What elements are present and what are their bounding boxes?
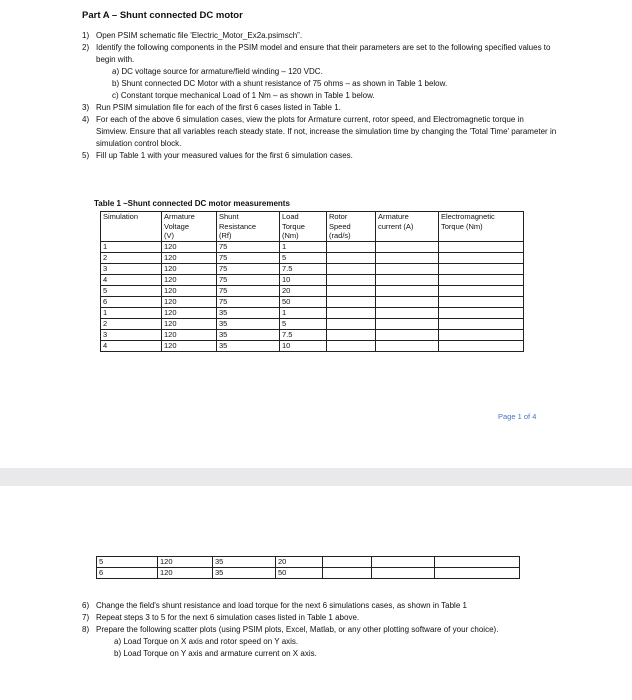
- simulation-cell: 6: [101, 296, 162, 307]
- armature-current-cell: [376, 252, 439, 263]
- substep-number: a): [112, 67, 120, 76]
- header-armature-current: [376, 212, 439, 242]
- document-page-2: [0, 486, 632, 700]
- em-torque-cell: [439, 329, 524, 340]
- header-line: Armature: [164, 212, 195, 221]
- header-line: Torque (Nm): [441, 221, 483, 231]
- load-torque-cell: 1: [280, 307, 327, 318]
- header-line: Load: [282, 212, 299, 221]
- em-torque-cell: [435, 568, 520, 579]
- em-torque-cell: [439, 307, 524, 318]
- header-simulation: [101, 212, 162, 242]
- instruction-step: [82, 612, 557, 624]
- voltage-cell: 120: [162, 307, 217, 318]
- load-torque-cell: 10: [280, 340, 327, 351]
- load-torque-cell: 20: [280, 285, 327, 296]
- substep-text: Load Torque on X axis and rotor speed on Y axis.: [123, 637, 299, 646]
- substep-number: b): [112, 79, 120, 88]
- step-number: 1): [82, 31, 90, 40]
- table-row: [101, 318, 524, 329]
- substep-text: Constant torque mechanical Load of 1 Nm – as shown in Table 1 below.: [120, 91, 375, 100]
- table-row: [101, 329, 524, 340]
- table-row: [101, 296, 524, 307]
- step-text: Repeat steps 3 to 5 for the next 6 simulation cases listed in Table 1 above.: [96, 613, 360, 622]
- step-number: 8): [82, 625, 90, 634]
- rotor-speed-cell: [327, 285, 376, 296]
- instruction-step: [82, 30, 557, 42]
- em-torque-cell: [439, 241, 524, 252]
- load-torque-cell: 10: [280, 274, 327, 285]
- simulation-cell: 5: [101, 285, 162, 296]
- rotor-speed-cell: [327, 318, 376, 329]
- step-number: 5): [82, 151, 90, 160]
- voltage-cell: 120: [158, 568, 213, 579]
- header-line: Resistance: [219, 221, 257, 231]
- header-line: (Rf): [219, 231, 232, 240]
- resistance-cell: 75: [217, 285, 280, 296]
- simulation-cell: 4: [101, 340, 162, 351]
- header-line: (rad/s): [329, 231, 351, 240]
- armature-current-cell: [376, 285, 439, 296]
- table-row: [101, 285, 524, 296]
- instruction-step: [82, 42, 557, 102]
- em-torque-cell: [439, 252, 524, 263]
- substep-number: a): [114, 637, 122, 646]
- resistance-cell: 35: [217, 340, 280, 351]
- instruction-step: [82, 102, 557, 114]
- armature-current-cell: [376, 307, 439, 318]
- resistance-cell: 75: [217, 241, 280, 252]
- voltage-cell: 120: [162, 340, 217, 351]
- rotor-speed-cell: [323, 568, 372, 579]
- simulation-cell: 3: [101, 329, 162, 340]
- measurements-table-continued: [96, 556, 520, 579]
- substep-text: DC voltage source for armature/field winding – 120 VDC.: [121, 67, 323, 76]
- substep-number: c): [112, 91, 119, 100]
- load-torque-cell: 7.5: [280, 329, 327, 340]
- resistance-cell: 75: [217, 252, 280, 263]
- armature-current-cell: [376, 318, 439, 329]
- header-armature-voltage: [162, 212, 217, 242]
- substep: [100, 636, 557, 648]
- step-number: 6): [82, 601, 90, 610]
- table-row: [97, 568, 520, 579]
- em-torque-cell: [439, 285, 524, 296]
- simulation-cell: 3: [101, 263, 162, 274]
- step-text: For each of the above 6 simulation cases, view the plots for Armature current, rotor speed, and Electromagnetic torque in Simview. Ensure that all variables reach steady state. If not, increase the simulation time by changing the 'Total Time' parameter in simulation control block.: [96, 115, 557, 148]
- substep-number: b): [114, 649, 122, 658]
- load-torque-cell: 5: [280, 252, 327, 263]
- voltage-cell: 120: [162, 263, 217, 274]
- armature-current-cell: [376, 296, 439, 307]
- table-body: [101, 241, 524, 351]
- armature-current-cell: [376, 274, 439, 285]
- em-torque-cell: [439, 340, 524, 351]
- resistance-cell: 75: [217, 263, 280, 274]
- header-line: Torque: [282, 221, 305, 231]
- armature-current-cell: [376, 241, 439, 252]
- instruction-list-page-2: [82, 600, 557, 660]
- rotor-speed-cell: [327, 296, 376, 307]
- substep-text: Shunt connected DC Motor with a shunt resistance of 75 ohms – as shown in Table 1 below.: [121, 79, 448, 88]
- header-line: Armature: [378, 212, 409, 221]
- simulation-cell: 4: [101, 274, 162, 285]
- substep: [100, 648, 557, 660]
- em-torque-cell: [439, 296, 524, 307]
- voltage-cell: 120: [162, 296, 217, 307]
- voltage-cell: 120: [162, 329, 217, 340]
- voltage-cell: 120: [162, 241, 217, 252]
- rotor-speed-cell: [323, 557, 372, 568]
- header-line: Speed: [329, 221, 351, 231]
- step-number: 4): [82, 115, 90, 124]
- table-caption: Table 1 –Shunt connected DC motor measurements: [94, 199, 290, 208]
- rotor-speed-cell: [327, 241, 376, 252]
- section-title: Part A – Shunt connected DC motor: [82, 10, 243, 21]
- em-torque-cell: [439, 318, 524, 329]
- header-line: current (A): [378, 221, 414, 231]
- load-torque-cell: 20: [276, 557, 323, 568]
- load-torque-cell: 50: [280, 296, 327, 307]
- table-row: [101, 340, 524, 351]
- header-load-torque: [280, 212, 327, 242]
- table-row: [101, 252, 524, 263]
- rotor-speed-cell: [327, 307, 376, 318]
- rotor-speed-cell: [327, 340, 376, 351]
- resistance-cell: 35: [217, 318, 280, 329]
- resistance-cell: 35: [217, 307, 280, 318]
- step-text: Open PSIM schematic file 'Electric_Motor_Ex2a.psimsch”.: [96, 31, 303, 40]
- simulation-cell: 5: [97, 557, 158, 568]
- table-row: [101, 241, 524, 252]
- header-shunt-resistance: [217, 212, 280, 242]
- table-row: [101, 307, 524, 318]
- header-line: Voltage: [164, 221, 190, 231]
- header-rotor-speed: [327, 212, 376, 242]
- substep: [100, 66, 557, 78]
- load-torque-cell: 1: [280, 241, 327, 252]
- voltage-cell: 120: [162, 274, 217, 285]
- step-text: Change the field's shunt resistance and load torque for the next 6 simulations cases, as shown in Table 1: [96, 601, 467, 610]
- simulation-cell: 6: [97, 568, 158, 579]
- step-number: 2): [82, 43, 90, 52]
- armature-current-cell: [372, 568, 435, 579]
- voltage-cell: 120: [158, 557, 213, 568]
- resistance-cell: 35: [213, 557, 276, 568]
- substep-list: [96, 636, 557, 660]
- rotor-speed-cell: [327, 252, 376, 263]
- simulation-cell: 2: [101, 252, 162, 263]
- em-torque-cell: [435, 557, 520, 568]
- step-text: Fill up Table 1 with your measured values for the first 6 simulation cases.: [96, 151, 353, 160]
- header-line: Rotor: [329, 212, 348, 221]
- step-text: Identify the following components in the PSIM model and ensure that their parameters are set to the following specified values to begin with.: [96, 43, 551, 64]
- rotor-speed-cell: [327, 329, 376, 340]
- voltage-cell: 120: [162, 285, 217, 296]
- step-number: 7): [82, 613, 90, 622]
- header-electromagnetic-torque: [439, 212, 524, 242]
- substep-list: [96, 66, 557, 102]
- instruction-list: [82, 30, 557, 162]
- header-line: (V): [164, 231, 174, 240]
- load-torque-cell: 50: [276, 568, 323, 579]
- instruction-step: [82, 150, 557, 162]
- instruction-step: [82, 114, 557, 150]
- load-torque-cell: 7.5: [280, 263, 327, 274]
- substep: [100, 90, 557, 102]
- voltage-cell: 120: [162, 252, 217, 263]
- table-row: [101, 274, 524, 285]
- step-text: Prepare the following scatter plots (using PSIM plots, Excel, Matlab, or any other plotting software of your choice).: [96, 625, 499, 634]
- instruction-step: [82, 624, 557, 660]
- resistance-cell: 35: [217, 329, 280, 340]
- header-line: Simulation: [103, 212, 139, 221]
- resistance-cell: 75: [217, 274, 280, 285]
- armature-current-cell: [372, 557, 435, 568]
- substep-text: Load Torque on Y axis and armature current on X axis.: [123, 649, 317, 658]
- simulation-cell: 2: [101, 318, 162, 329]
- measurements-table: [100, 211, 524, 352]
- header-line: Shunt: [219, 212, 239, 221]
- table-row: [101, 263, 524, 274]
- header-line: Electromagnetic: [441, 212, 495, 221]
- table-row: [97, 557, 520, 568]
- substep: [100, 78, 557, 90]
- rotor-speed-cell: [327, 263, 376, 274]
- resistance-cell: 75: [217, 296, 280, 307]
- instruction-step: [82, 600, 557, 612]
- simulation-cell: 1: [101, 307, 162, 318]
- armature-current-cell: [376, 329, 439, 340]
- load-torque-cell: 5: [280, 318, 327, 329]
- step-text: Run PSIM simulation file for each of the first 6 cases listed in Table 1.: [96, 103, 341, 112]
- em-torque-cell: [439, 274, 524, 285]
- rotor-speed-cell: [327, 274, 376, 285]
- table-header-row: [101, 212, 524, 242]
- resistance-cell: 35: [213, 568, 276, 579]
- step-number: 3): [82, 103, 90, 112]
- table-body: [97, 557, 520, 579]
- armature-current-cell: [376, 340, 439, 351]
- simulation-cell: 1: [101, 241, 162, 252]
- page-number: Page 1 of 4: [498, 412, 537, 421]
- header-line: (Nm): [282, 231, 299, 240]
- voltage-cell: 120: [162, 318, 217, 329]
- em-torque-cell: [439, 263, 524, 274]
- armature-current-cell: [376, 263, 439, 274]
